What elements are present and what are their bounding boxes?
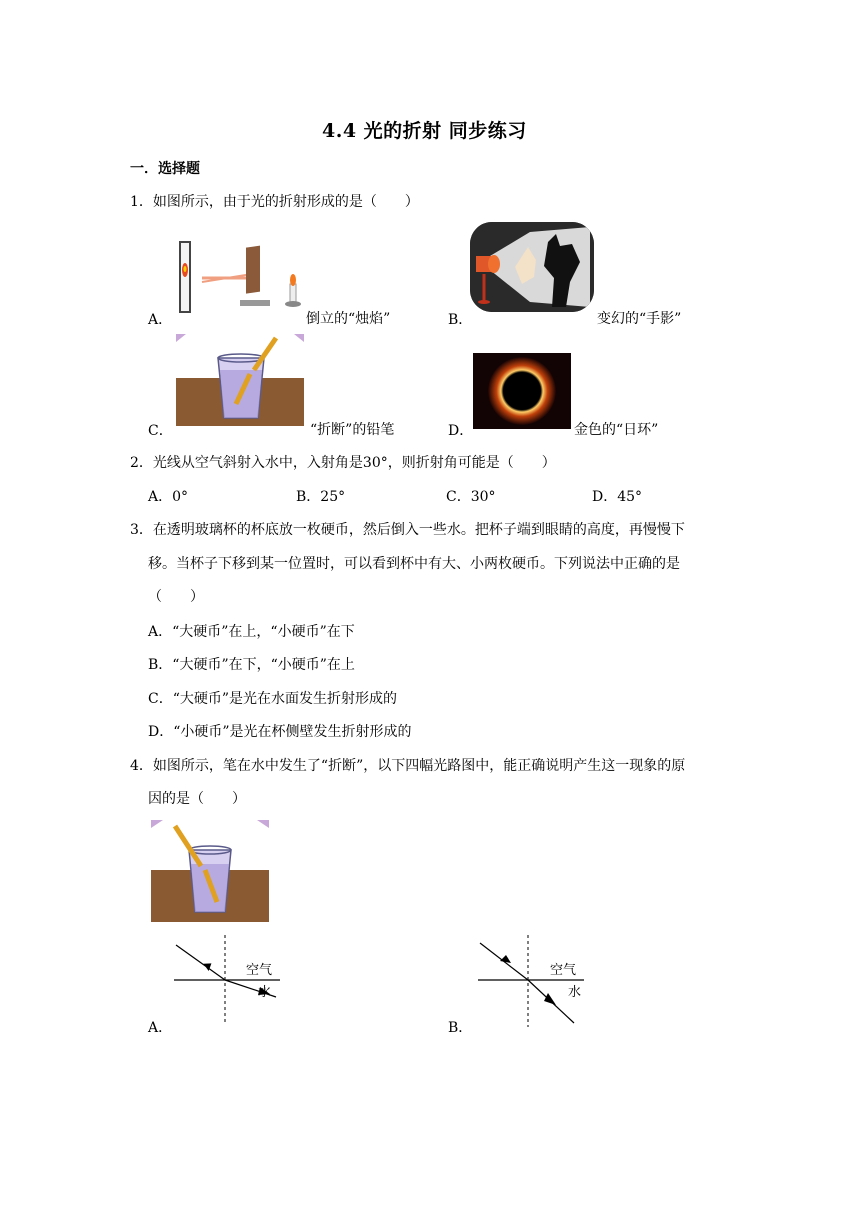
question-3-stem-line2: 移。当杯子下移到某一位置时，可以看到杯中有大、小两枚硬币。下列说法中正确的是 bbox=[148, 556, 680, 572]
eclipse-image bbox=[473, 353, 571, 429]
broken-pencil-image bbox=[176, 334, 304, 426]
ray-diagram-a bbox=[172, 935, 284, 1025]
question-1-stem: 1．如图所示，由于光的折射形成的是（ ） bbox=[130, 194, 419, 210]
option-a-text: 倒立的“烛焰” bbox=[306, 311, 391, 327]
candle-image-image bbox=[172, 236, 306, 320]
diagram-b-air-label: 空气 bbox=[550, 963, 577, 978]
section-heading: 一．选择题 bbox=[130, 161, 200, 177]
question-4-stem-line2: 因的是（ ） bbox=[148, 791, 246, 807]
option-b-text: 变幻的“手影” bbox=[597, 311, 682, 327]
diagram-a-air-label: 空气 bbox=[246, 963, 273, 978]
q3-option-a: A．“大硬币”在上，“小硬币”在下 bbox=[148, 624, 355, 640]
option-d-text: 金色的“日环” bbox=[574, 422, 659, 438]
q4-pencil-image bbox=[151, 820, 269, 922]
option-d-letter: D． bbox=[448, 423, 474, 439]
ray-diagram-b bbox=[476, 935, 588, 1027]
q2-option-d: D．45° bbox=[592, 489, 643, 505]
option-b-letter: B． bbox=[448, 312, 473, 328]
q2-option-a: A．0° bbox=[148, 489, 189, 505]
option-c-text: “折断”的铅笔 bbox=[310, 422, 395, 438]
q4-option-b: B． bbox=[448, 1020, 473, 1036]
q2-option-c: C．30° bbox=[446, 489, 496, 505]
question-3-stem-line1: 3．在透明玻璃杯的杯底放一枚硬币，然后倒入一些水。把杯子端到眼睛的高度，再慢慢下 bbox=[130, 522, 685, 538]
page-title: 4.4 光的折射 同步练习 bbox=[322, 120, 527, 142]
hand-shadow-image bbox=[470, 222, 594, 312]
option-a-letter: A． bbox=[148, 312, 173, 328]
question-3-stem-line3: （ ） bbox=[148, 589, 204, 605]
diagram-a-water-label: 水 bbox=[258, 985, 272, 1000]
option-c-letter: C． bbox=[148, 423, 173, 439]
q3-option-d: D．“小硬币”是光在杯侧壁发生折射形成的 bbox=[148, 724, 412, 740]
q2-option-b: B．25° bbox=[296, 489, 346, 505]
q4-option-a: A． bbox=[148, 1020, 173, 1036]
diagram-b-water-label: 水 bbox=[568, 985, 582, 1000]
question-4-stem-line1: 4．如图所示，笔在水中发生了“折断”，以下四幅光路图中，能正确说明产生这一现象的原 bbox=[130, 758, 686, 774]
question-2-stem: 2．光线从空气斜射入水中，入射角是30°，则折射角可能是（ ） bbox=[130, 455, 556, 471]
q3-option-c: C．“大硬币”是光在水面发生折射形成的 bbox=[148, 691, 398, 707]
q3-option-b: B．“大硬币”在下，“小硬币”在上 bbox=[148, 657, 355, 673]
